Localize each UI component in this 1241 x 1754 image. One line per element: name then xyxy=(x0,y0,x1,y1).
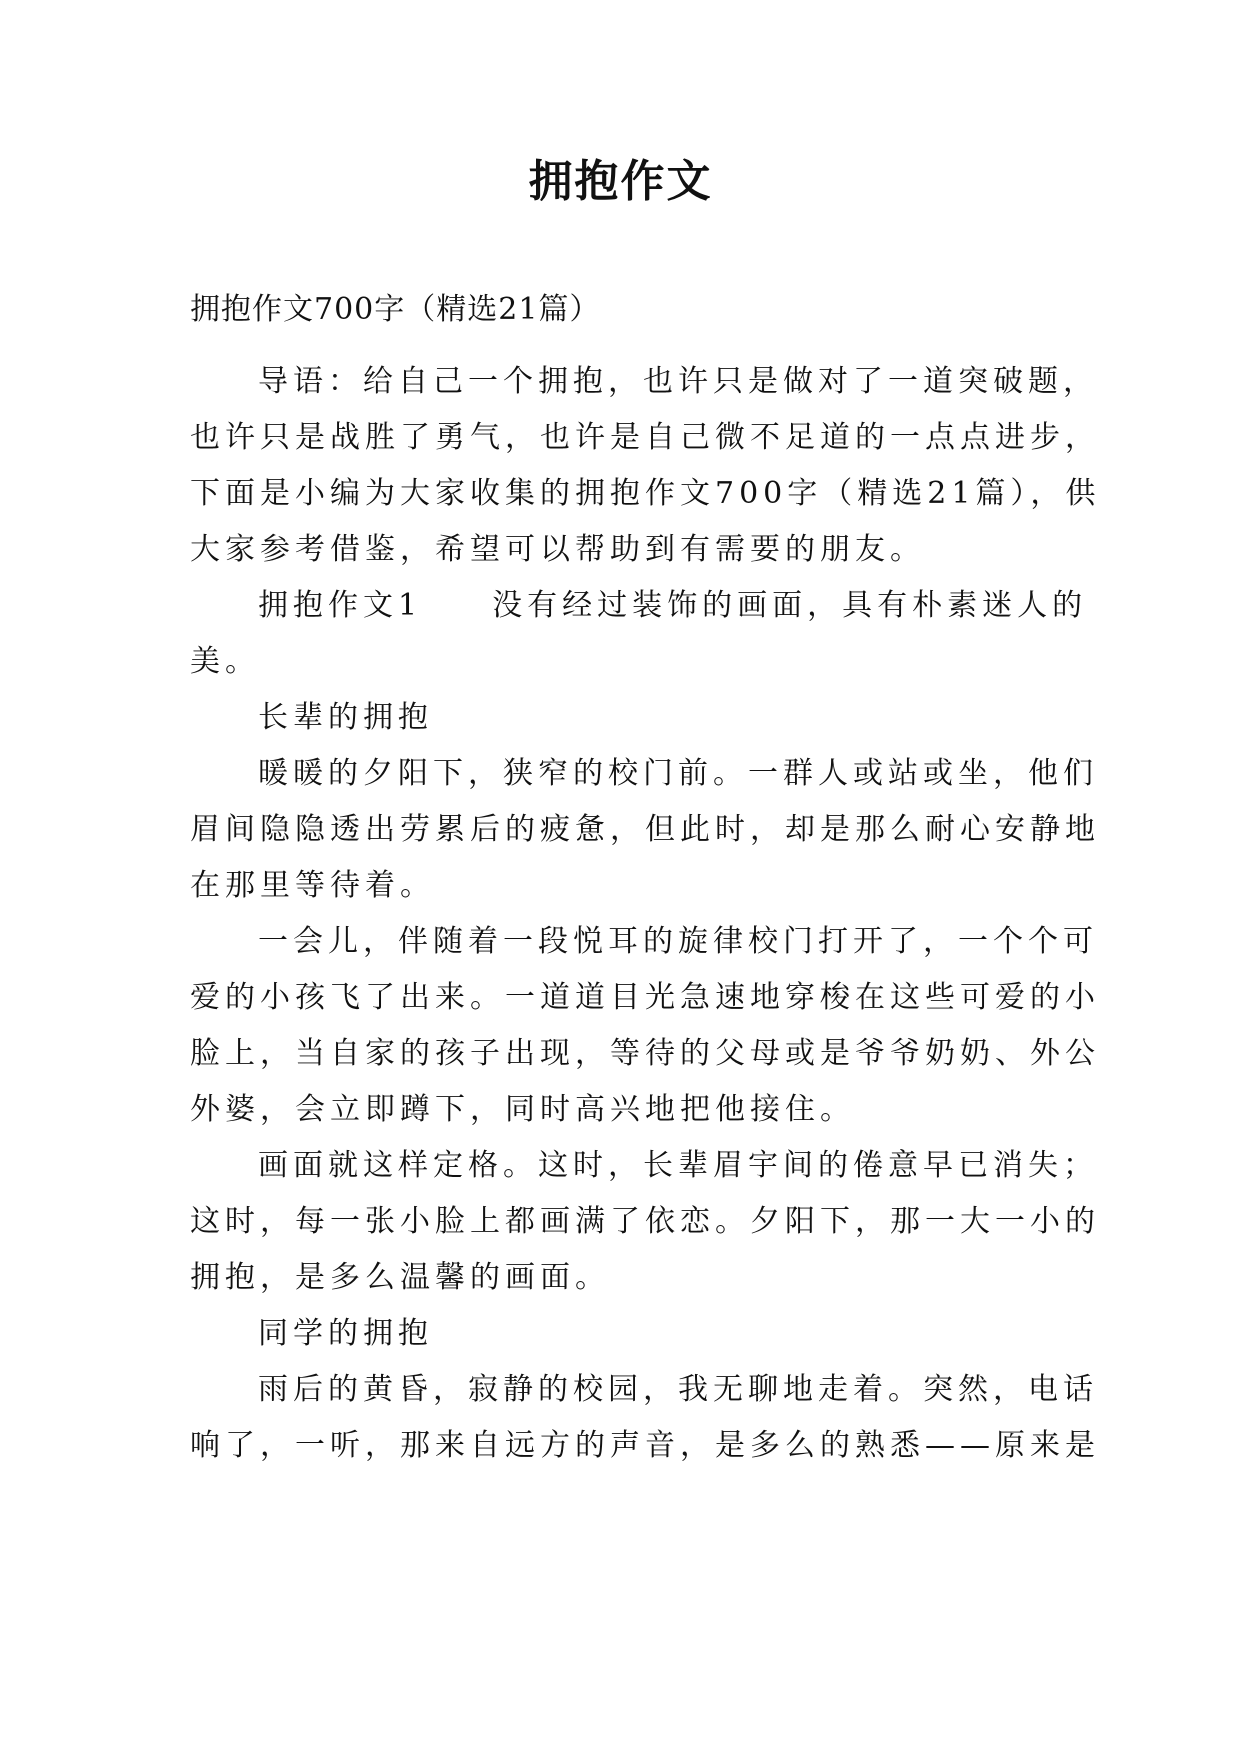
evening-line-1: 暖暖的夕阳下，狭窄的校门前。一群人或站或坐，他们 xyxy=(258,756,1098,791)
gate-line-1: 一会儿，伴随着一段悦耳的旋律校门打开了，一个个可 xyxy=(258,924,1098,959)
gate-line-3: 脸上，当自家的孩子出现，等待的父母或是爷爷奶奶、外公 xyxy=(190,1036,1100,1071)
intro-line-3: 下面是小编为大家收集的拥抱作文700字（精选21篇），供 xyxy=(190,476,1101,511)
evening-line-2: 眉间隐隐透出劳累后的疲惫，但此时，却是那么耐心安静地 xyxy=(190,812,1100,847)
intro-line-2: 也许只是战胜了勇气，也许是自己微不足道的一点点进步， xyxy=(190,420,1100,455)
essay1-label: 拥抱作文1 xyxy=(258,588,423,623)
section-heading-elders: 长辈的拥抱 xyxy=(258,700,433,735)
essay1-second-line: 美。 xyxy=(190,644,260,679)
gate-line-2: 爱的小孩飞了出来。一道道目光急速地穿梭在这些可爱的小 xyxy=(190,980,1100,1015)
section-heading-classmates: 同学的拥抱 xyxy=(258,1316,433,1351)
frame-line-3: 拥抱，是多么温馨的画面。 xyxy=(190,1260,610,1295)
rain-line-2: 响了，一听，那来自远方的声音，是多么的熟悉——原来是 xyxy=(190,1428,1100,1463)
frame-line-1: 画面就这样定格。这时，长辈眉宇间的倦意早已消失； xyxy=(258,1148,1098,1183)
essay1-text: 没有经过装饰的画面，具有朴素迷人的 xyxy=(492,588,1088,623)
essay1-first-line xyxy=(258,586,1087,626)
frame-line-2: 这时，每一张小脸上都画满了依恋。夕阳下，那一大一小的 xyxy=(190,1204,1100,1239)
gate-line-4: 外婆，会立即蹲下，同时高兴地把他接住。 xyxy=(190,1092,855,1127)
document-title: 拥抱作文 xyxy=(528,156,713,207)
rain-line-1: 雨后的黄昏，寂静的校园，我无聊地走着。突然，电话 xyxy=(258,1372,1098,1407)
evening-line-3: 在那里等待着。 xyxy=(190,868,435,903)
document-subtitle: 拥抱作文700字（精选21篇） xyxy=(190,292,601,327)
intro-line-1: 导语：给自己一个拥抱，也许只是做对了一道突破题， xyxy=(258,364,1098,399)
intro-line-4: 大家参考借鉴，希望可以帮助到有需要的朋友。 xyxy=(190,532,925,567)
